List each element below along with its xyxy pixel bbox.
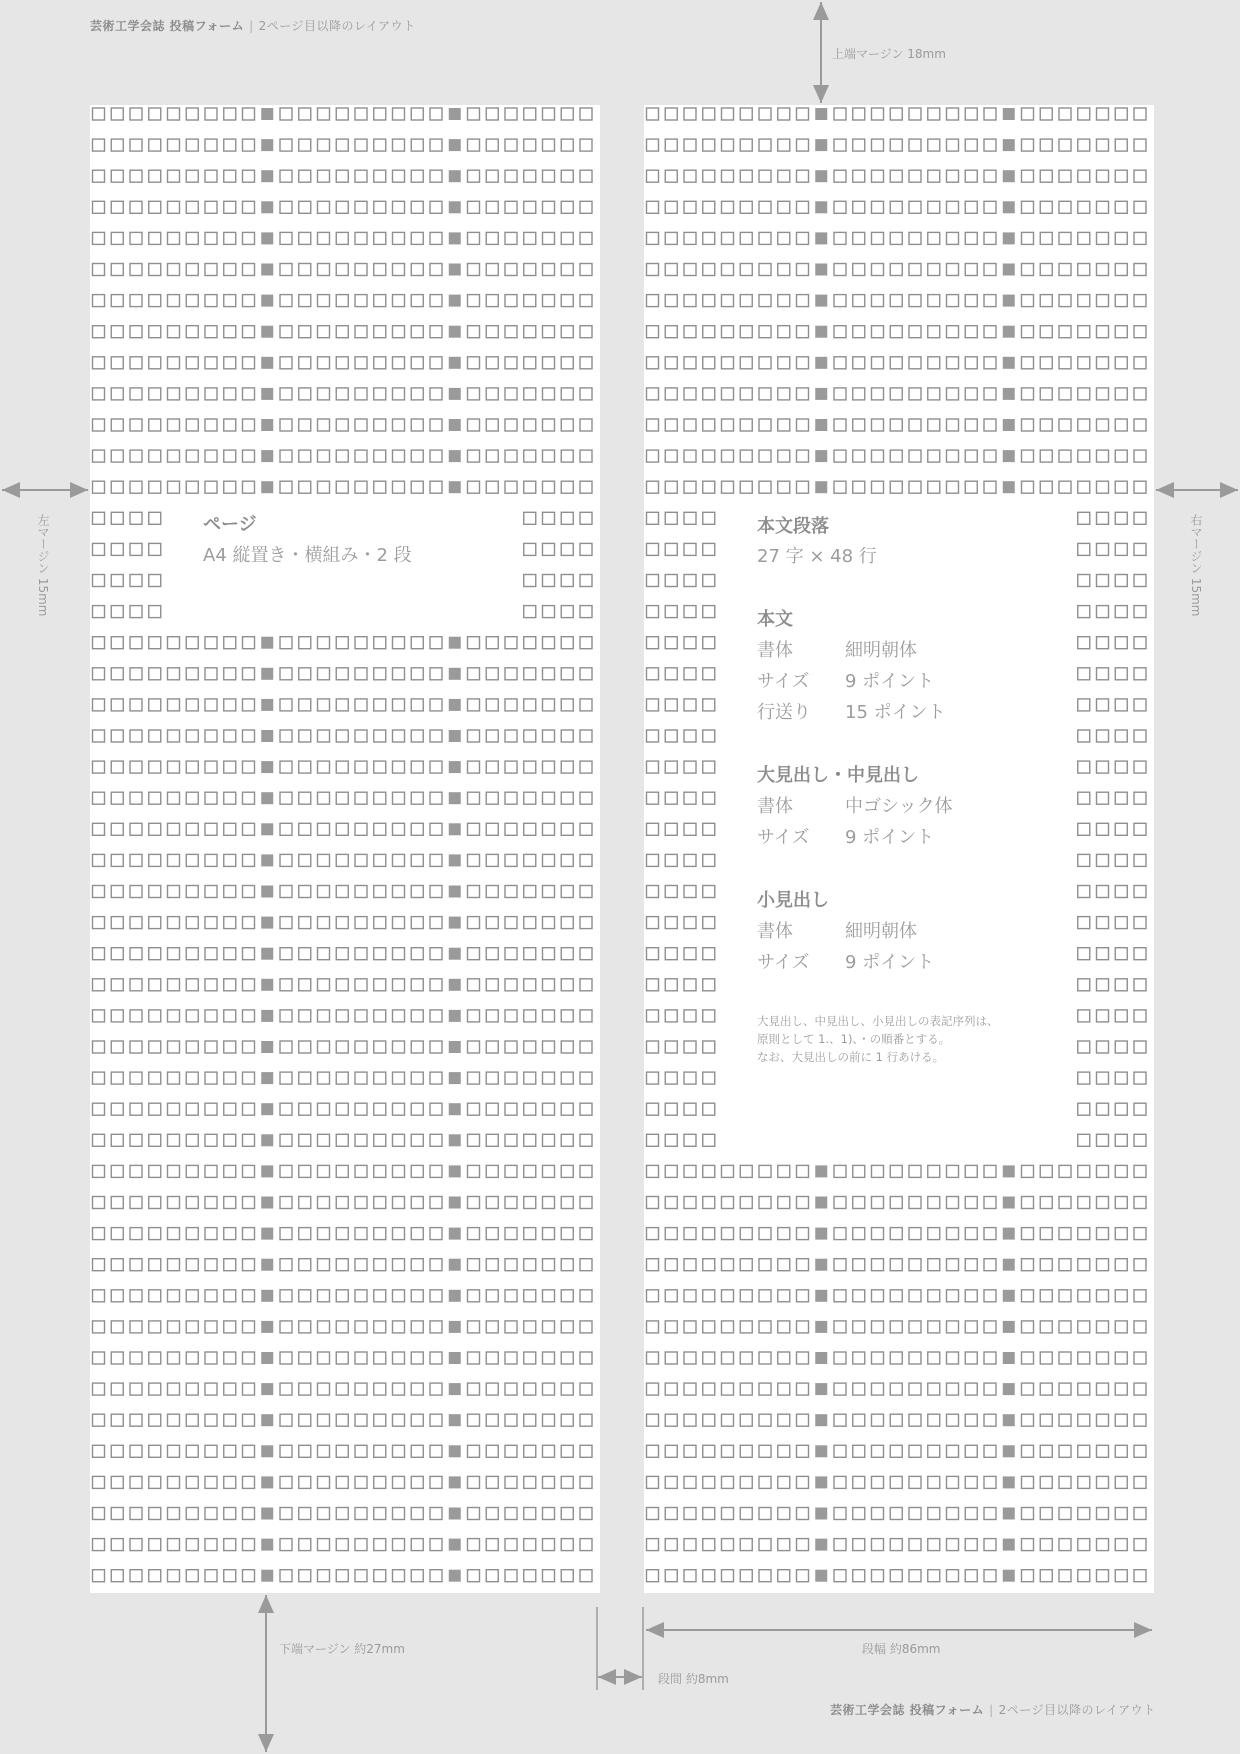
header-separator: | xyxy=(249,19,254,33)
page-label: ページ xyxy=(203,514,257,535)
gutter-label: 段間 約8mm xyxy=(658,1672,729,1686)
heading-large-font-key: 書体 xyxy=(757,796,793,817)
footer-subtitle: 2ページ目以降のレイアウト xyxy=(998,1703,1156,1717)
header-subtitle: 2ページ目以降のレイアウト xyxy=(258,19,416,33)
bottom-margin-label: 下端マージン 約27mm xyxy=(279,1642,405,1656)
footer-bottom xyxy=(830,1701,1156,1718)
heading-large-font-value: 中ゴシック体 xyxy=(845,796,953,817)
body-font-value: 細明朝体 xyxy=(845,640,917,661)
column-width-label: 段幅 約86mm xyxy=(862,1642,941,1656)
paragraph-label: 本文段落 xyxy=(757,516,829,537)
body-size-value: 9 ポイント xyxy=(845,671,935,692)
footer-separator: | xyxy=(989,1703,994,1717)
body-size-key: サイズ xyxy=(757,671,810,692)
body-leading-value: 15 ポイント xyxy=(845,702,946,723)
heading-small-font-key: 書体 xyxy=(757,921,793,942)
body-label: 本文 xyxy=(757,609,793,630)
note-line-1: 大見出し、中見出し、小見出しの表記序列は、 xyxy=(757,1014,999,1028)
header-title: 芸術工学会誌 投稿フォーム xyxy=(90,19,245,33)
right-margin-label: 右マージン 15mm xyxy=(1189,514,1203,617)
footer-title: 芸術工学会誌 投稿フォーム xyxy=(830,1703,985,1717)
heading-large-label: 大見出し・中見出し xyxy=(757,765,919,786)
note-line-3: なお、大見出しの前に 1 行あける。 xyxy=(757,1050,945,1064)
top-margin-label: 上端マージン 18mm xyxy=(832,47,946,61)
left-margin-label: 左マージン 15mm xyxy=(36,514,50,617)
heading-small-font-value: 細明朝体 xyxy=(845,921,917,942)
heading-small-size-value: 9 ポイント xyxy=(845,952,935,973)
note-line-2: 原則として 1.、1)、・の順番とする。 xyxy=(757,1032,951,1046)
page-value: A4 縦置き・横組み・2 段 xyxy=(203,545,412,566)
paragraph-value: 27 字 × 48 行 xyxy=(757,546,877,567)
heading-small-label: 小見出し xyxy=(757,890,829,911)
heading-large-size-key: サイズ xyxy=(757,827,810,848)
body-font-key: 書体 xyxy=(757,640,793,661)
body-leading-key: 行送り xyxy=(757,702,811,723)
heading-large-size-value: 9 ポイント xyxy=(845,827,935,848)
heading-small-size-key: サイズ xyxy=(757,952,810,973)
